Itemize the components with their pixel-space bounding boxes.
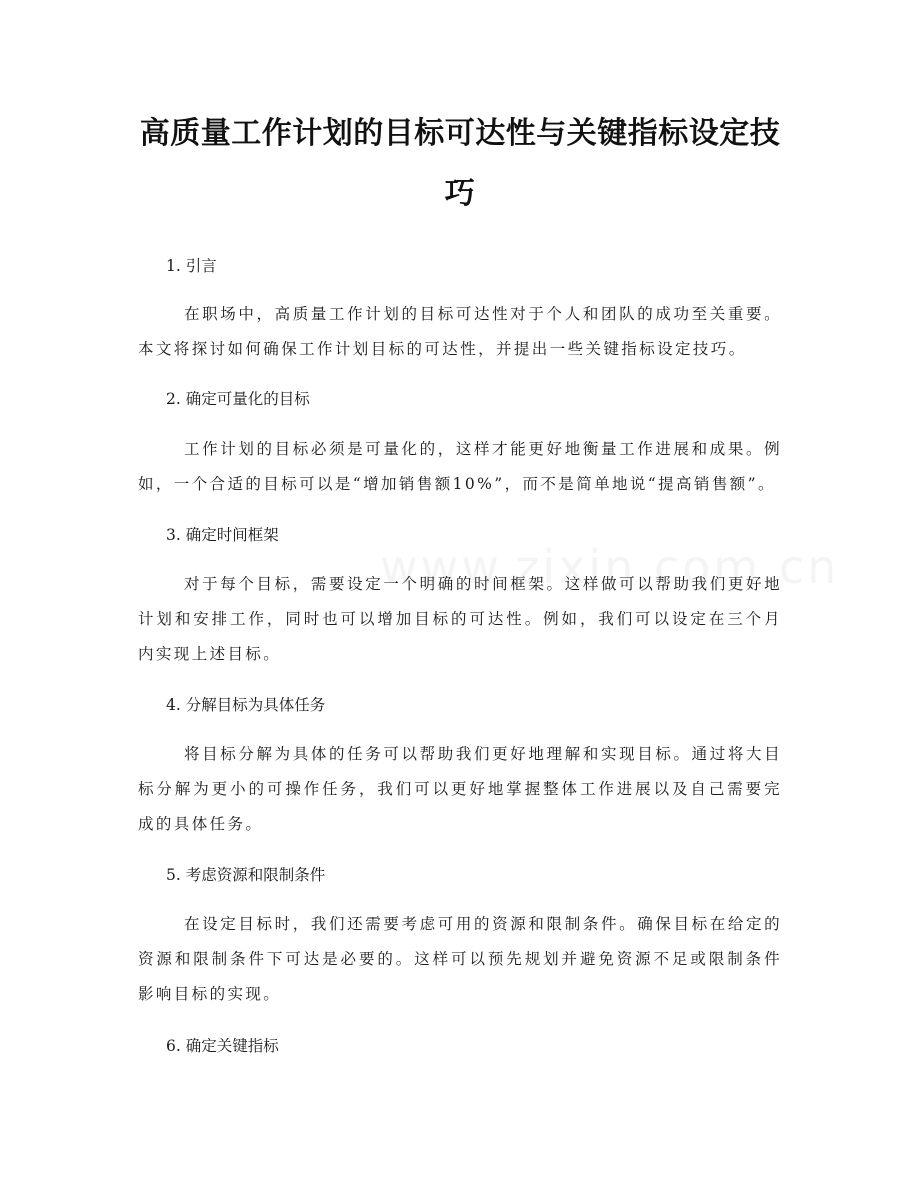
section-heading: 5. 考虑资源和限制条件 <box>166 866 326 884</box>
section-heading: 6. 确定关键指标 <box>166 1037 279 1055</box>
section-paragraph: 在职场中，高质量工作计划的目标可达性对于个人和团队的成功至关重要。本文将探讨如何确保工作计划目标的可达性，并提出一些关键指标设定技巧。 <box>138 305 782 358</box>
section-paragraph: 在设定目标时，我们还需要考虑可用的资源和限制条件。确保目标在给定的资源和限制条件下可达是必要的。这样可以预先规划并避免资源不足或限制条件影响目标的实现。 <box>138 915 782 1003</box>
section-heading: 4. 分解目标为具体任务 <box>166 696 326 714</box>
section-paragraph: 将目标分解为具体的任务可以帮助我们更好地理解和实现目标。通过将大目标分解为更小的可操作任务，我们可以更好地掌握整体工作进展以及自己需要完成的具体任务。 <box>138 745 782 833</box>
section-heading: 1. 引言 <box>166 257 217 275</box>
section-paragraph: 工作计划的目标必须是可量化的，这样才能更好地衡量工作进展和成果。例如，一个合适的目标可以是“增加销售额10%”，而不是简单地说“提高销售额”。 <box>138 440 782 493</box>
section-heading: 3. 确定时间框架 <box>166 526 279 544</box>
section-paragraph: 对于每个目标，需要设定一个明确的时间框架。这样做可以帮助我们更好地计划和安排工作，同时也可以增加目标的可达性。例如，我们可以设定在三个月内实现上述目标。 <box>138 575 782 663</box>
section-heading: 2. 确定可量化的目标 <box>166 390 310 408</box>
document-title: 高质量工作计划的目标可达性与关键指标设定技巧 <box>139 116 781 211</box>
